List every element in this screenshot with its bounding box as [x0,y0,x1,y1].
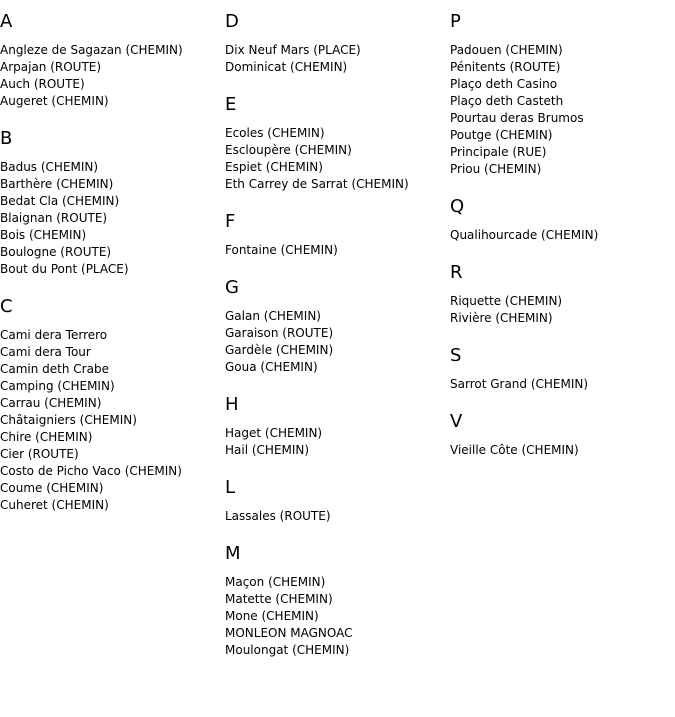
street-entry: Mone (CHEMIN) [225,609,319,623]
street-entry: Arpajan (ROUTE) [0,60,102,74]
section-letter-heading: B [0,128,13,149]
index-column-2 [225,9,449,675]
section-letter-heading: P [450,11,461,32]
section-letter-heading: M [225,543,241,564]
street-entry: Priou (CHEMIN) [450,162,542,176]
street-entry: Camping (CHEMIN) [0,379,115,393]
section-letter-heading: A [0,11,13,32]
letter-section [0,126,224,278]
street-entry: Châtaigniers (CHEMIN) [0,413,137,427]
section-letter-heading: R [450,262,463,283]
street-entry: Coume (CHEMIN) [0,481,104,495]
street-list [450,227,674,244]
letter-section [0,294,224,514]
street-entry: Riquette (CHEMIN) [450,294,563,308]
section-letter-heading: V [450,411,463,432]
street-entry: Pénitents (ROUTE) [450,60,561,74]
letter-section [0,9,224,110]
section-letter-heading: C [0,296,13,317]
street-list [225,308,449,376]
street-list [225,242,449,259]
street-entry: Augeret (CHEMIN) [0,94,109,108]
letter-section [225,475,449,525]
letter-section [225,392,449,459]
street-entry: MONLEON MAGNOAC [225,626,353,640]
street-entry: Espiet (CHEMIN) [225,160,323,174]
street-entry: Cuheret (CHEMIN) [0,498,109,512]
street-entry: Escloupère (CHEMIN) [225,143,352,157]
street-entry: Fontaine (CHEMIN) [225,243,338,257]
section-letter-heading: F [225,211,236,232]
street-entry: Principale (RUE) [450,145,547,159]
letter-section [225,275,449,376]
street-entry: Eth Carrey de Sarrat (CHEMIN) [225,177,409,191]
section-letter-heading: H [225,394,239,415]
street-entry: Haget (CHEMIN) [225,426,323,440]
section-letter-heading: G [225,277,239,298]
index-column-3 [450,9,674,475]
street-entry: Cami dera Tour [0,345,91,359]
section-letter-heading: Q [450,196,465,217]
section-letter-heading: S [450,345,462,366]
street-entry: Bois (CHEMIN) [0,228,87,242]
street-list [225,425,449,459]
letter-section [450,260,674,327]
street-entry: Dominicat (CHEMIN) [225,60,348,74]
street-entry: Vieille Côte (CHEMIN) [450,443,579,457]
letter-section [225,92,449,193]
street-entry: Sarrot Grand (CHEMIN) [450,377,589,391]
street-entry: Bout du Pont (PLACE) [0,262,129,276]
street-entry: Pourtau deras Brumos [450,111,584,125]
street-list [450,442,674,459]
letter-section [450,194,674,244]
street-list [450,376,674,393]
street-entry: Badus (CHEMIN) [0,160,99,174]
street-entry: Auch (ROUTE) [0,77,85,91]
section-letter-heading: E [225,94,237,115]
street-list [225,42,449,76]
letter-section [225,209,449,259]
street-entry: Goua (CHEMIN) [225,360,318,374]
street-entry: Dix Neuf Mars (PLACE) [225,43,361,57]
street-entry: Matette (CHEMIN) [225,592,333,606]
street-entry: Ecoles (CHEMIN) [225,126,325,140]
street-entry: Rivière (CHEMIN) [450,311,553,325]
street-entry: Galan (CHEMIN) [225,309,321,323]
street-entry: Moulongat (CHEMIN) [225,643,350,657]
street-entry: Lassales (ROUTE) [225,509,331,523]
letter-section [450,9,674,178]
street-list [450,293,674,327]
street-entry: Carrau (CHEMIN) [0,396,102,410]
street-list [0,327,224,514]
street-entry: Garaison (ROUTE) [225,326,334,340]
street-list [450,42,674,178]
street-list [0,159,224,278]
street-list [225,574,449,659]
street-entry: Padouen (CHEMIN) [450,43,563,57]
street-entry: Plaço deth Casteth [450,94,564,108]
letter-section [450,343,674,393]
street-entry: Qualihourcade (CHEMIN) [450,228,599,242]
street-list [225,508,449,525]
letter-section [225,9,449,76]
street-entry: Gardèle (CHEMIN) [225,343,334,357]
street-entry: Maçon (CHEMIN) [225,575,326,589]
index-column-1 [0,9,224,530]
section-letter-heading: L [225,477,236,498]
street-entry: Poutge (CHEMIN) [450,128,553,142]
letter-section [450,409,674,459]
street-entry: Cier (ROUTE) [0,447,79,461]
street-list [225,125,449,193]
street-entry: Bedat Cla (CHEMIN) [0,194,120,208]
section-letter-heading: D [225,11,239,32]
letter-section [225,541,449,659]
street-entry: Angleze de Sagazan (CHEMIN) [0,43,183,57]
street-entry: Cami dera Terrero [0,328,108,342]
street-entry: Boulogne (ROUTE) [0,245,112,259]
street-entry: Blaignan (ROUTE) [0,211,108,225]
street-list [0,42,224,110]
street-entry: Plaço deth Casino [450,77,558,91]
street-entry: Costo de Picho Vaco (CHEMIN) [0,464,182,478]
street-entry: Barthère (CHEMIN) [0,177,114,191]
street-entry: Hail (CHEMIN) [225,443,310,457]
street-entry: Chire (CHEMIN) [0,430,93,444]
street-entry: Camin deth Crabe [0,362,109,376]
